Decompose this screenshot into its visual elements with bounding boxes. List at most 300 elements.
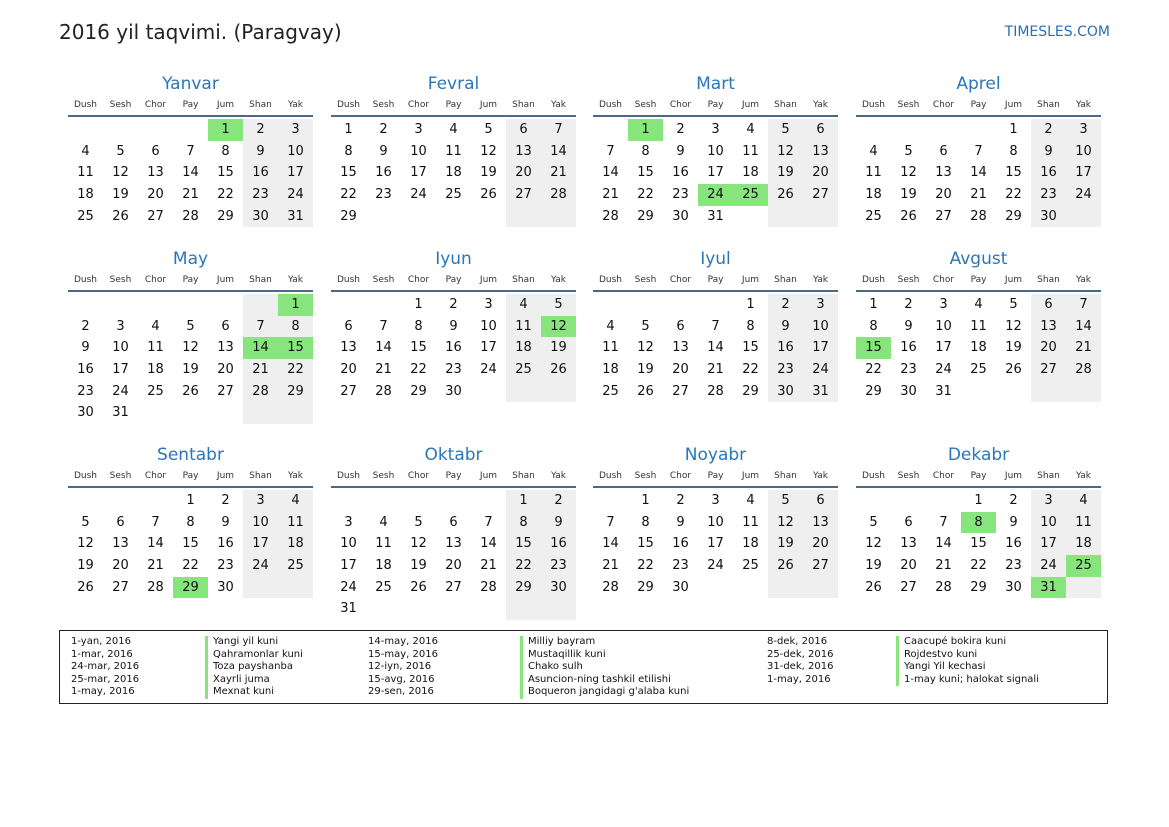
day-cell[interactable]: 21 [541,162,576,184]
day-cell[interactable]: 18 [970,340,987,356]
day-cell[interactable]: 23 [243,184,278,206]
day-cell[interactable]: 7 [974,143,983,159]
day-cell[interactable]: 2 [449,297,458,312]
day-cell[interactable]: 11 [77,165,94,181]
day-cell[interactable]: 29 [970,579,987,595]
day-cell[interactable]: 18 [865,187,882,203]
day-cell[interactable]: 2 [379,122,388,137]
day-cell[interactable]: 26 [77,579,94,595]
day-cell[interactable]: 27 [803,184,838,206]
day-cell[interactable]: 16 [445,340,462,356]
day-cell[interactable]: 2 [1009,493,1018,508]
day-cell[interactable]: 29 [637,579,654,595]
day-cell[interactable]: 22 [410,362,427,378]
day-cell[interactable]: 14 [147,536,164,552]
day-cell[interactable]: 18 [506,337,541,359]
day-cell[interactable]: 7 [711,318,720,334]
day-cell[interactable]: 10 [935,318,952,334]
day-cell[interactable]: 15 [742,340,759,356]
day-cell[interactable]: 19 [410,558,427,574]
day-cell[interactable]: 5 [1009,297,1018,312]
day-cell[interactable]: 4 [869,143,878,159]
day-cell[interactable]: 26 [865,579,882,595]
day-cell[interactable]: 12 [77,536,94,552]
day-cell[interactable]: 13 [935,165,952,181]
day-cell[interactable]: 30 [1031,206,1066,228]
day-cell[interactable]: 21 [602,187,619,203]
day-cell[interactable]: 5 [414,514,423,530]
day-cell[interactable]: 22 [182,558,199,574]
day-cell[interactable]: 26 [182,383,199,399]
day-cell[interactable]: 11 [506,316,541,338]
day-cell[interactable]: 14 [375,340,392,356]
day-cell[interactable]: 30 [541,577,576,599]
day-cell[interactable]: 24 [1066,184,1101,206]
day-cell[interactable]: 29 [506,577,541,599]
day-cell[interactable]: 9 [768,316,803,338]
day-cell[interactable]: 14 [480,536,497,552]
day-cell[interactable]: 18 [77,187,94,203]
day-cell[interactable]: 13 [445,536,462,552]
day-cell[interactable]: 13 [900,536,917,552]
day-cell[interactable]: 3 [484,297,493,312]
day-cell[interactable]: 11 [147,340,164,356]
day-cell[interactable]: 8 [221,143,230,159]
day-cell[interactable]: 5 [186,318,195,334]
day-cell[interactable]: 20 [340,362,357,378]
day-cell[interactable]: 3 [803,294,838,316]
day-cell[interactable]: 5 [768,490,803,512]
day-cell[interactable]: 14 [935,536,952,552]
day-cell[interactable]: 19 [768,533,803,555]
day-cell[interactable]: 6 [221,318,230,334]
day-cell[interactable]: 6 [344,318,353,334]
day-cell[interactable]: 7 [379,318,388,334]
day-cell[interactable]: 26 [541,359,576,381]
day-cell[interactable]: 6 [803,490,838,512]
day-cell[interactable]: 10 [1066,141,1101,163]
day-cell[interactable]: 2 [541,490,576,512]
day-cell[interactable]: 11 [970,318,987,334]
day-cell[interactable]: 7 [606,514,615,530]
day-cell[interactable]: 21 [970,187,987,203]
day-cell[interactable]: 11 [445,143,462,159]
day-cell[interactable]: 14 [541,141,576,163]
day-cell[interactable]: 20 [935,187,952,203]
day-cell[interactable]: 25 [865,208,882,224]
day-cell[interactable]: 28 [1066,359,1101,381]
day-cell[interactable]: 21 [707,362,724,378]
day-cell[interactable]: 27 [672,383,689,399]
day-cell[interactable]: 7 [484,514,493,530]
day-cell[interactable]: 25 [278,555,313,577]
day-cell[interactable]: 25 [970,362,987,378]
day-cell[interactable]: 4 [449,122,458,137]
day-cell[interactable]: 28 [707,383,724,399]
day-cell[interactable]: 16 [217,536,234,552]
day-cell[interactable]: 9 [221,514,230,530]
day-cell[interactable]: 27 [112,579,129,595]
day-cell[interactable]: 31 [340,601,357,617]
day-cell[interactable]: 4 [746,493,755,508]
day-cell[interactable]: 29 [278,381,313,403]
day-cell[interactable]: 28 [375,383,392,399]
day-cell[interactable]: 22 [970,558,987,574]
day-cell[interactable]: 1 [869,297,878,312]
day-cell[interactable]: 10 [340,536,357,552]
day-cell[interactable]: 1 [974,493,983,508]
day-cell[interactable]: 25 [147,383,164,399]
day-cell[interactable]: 17 [707,165,724,181]
day-cell[interactable]: 25 [742,558,759,574]
day-cell[interactable]: 23 [445,362,462,378]
day-cell[interactable]: 16 [1031,162,1066,184]
day-cell[interactable]: 20 [1031,337,1066,359]
day-cell[interactable]: 24 [698,184,733,206]
day-cell[interactable]: 22 [340,187,357,203]
day-cell[interactable]: 19 [637,362,654,378]
day-cell[interactable]: 2 [676,493,685,508]
day-cell[interactable]: 6 [116,514,125,530]
day-cell[interactable]: 28 [182,208,199,224]
day-cell[interactable]: 6 [1031,294,1066,316]
day-cell[interactable]: 8 [869,318,878,334]
day-cell[interactable]: 28 [480,579,497,595]
day-cell[interactable]: 22 [1005,187,1022,203]
day-cell[interactable]: 19 [77,558,94,574]
day-cell[interactable]: 2 [221,493,230,508]
day-cell[interactable]: 8 [506,512,541,534]
day-cell[interactable]: 8 [641,143,650,159]
day-cell[interactable]: 3 [711,493,720,508]
day-cell[interactable]: 23 [1031,184,1066,206]
day-cell[interactable]: 13 [803,512,838,534]
day-cell[interactable]: 29 [340,208,357,224]
day-cell[interactable]: 23 [541,555,576,577]
day-cell[interactable]: 25 [77,208,94,224]
day-cell[interactable]: 5 [904,143,913,159]
day-cell[interactable]: 1 [641,493,650,508]
day-cell[interactable]: 16 [672,536,689,552]
day-cell[interactable]: 10 [278,141,313,163]
day-cell[interactable]: 17 [243,533,278,555]
day-cell[interactable]: 20 [672,362,689,378]
day-cell[interactable]: 12 [768,512,803,534]
day-cell[interactable]: 27 [900,579,917,595]
day-cell[interactable]: 30 [672,579,689,595]
day-cell[interactable]: 15 [410,340,427,356]
day-cell[interactable]: 7 [151,514,160,530]
day-cell[interactable]: 16 [375,165,392,181]
day-cell[interactable]: 26 [112,208,129,224]
day-cell[interactable]: 27 [217,383,234,399]
day-cell[interactable]: 1 [278,294,313,316]
day-cell[interactable]: 9 [449,318,458,334]
day-cell[interactable]: 26 [410,579,427,595]
day-cell[interactable]: 10 [707,514,724,530]
day-cell[interactable]: 9 [541,512,576,534]
day-cell[interactable]: 7 [1066,294,1101,316]
day-cell[interactable]: 19 [112,187,129,203]
day-cell[interactable]: 8 [278,316,313,338]
day-cell[interactable]: 19 [541,337,576,359]
day-cell[interactable]: 10 [1031,512,1066,534]
day-cell[interactable]: 10 [707,143,724,159]
day-cell[interactable]: 8 [641,514,650,530]
day-cell[interactable]: 19 [900,187,917,203]
day-cell[interactable]: 18 [742,165,759,181]
day-cell[interactable]: 19 [768,162,803,184]
day-cell[interactable]: 14 [707,340,724,356]
day-cell[interactable]: 10 [803,316,838,338]
day-cell[interactable]: 27 [506,184,541,206]
day-cell[interactable]: 28 [541,184,576,206]
day-cell[interactable]: 28 [935,579,952,595]
day-cell[interactable]: 4 [974,297,983,312]
day-cell[interactable]: 2 [81,318,90,334]
day-cell[interactable]: 17 [935,340,952,356]
day-cell[interactable]: 23 [77,383,94,399]
day-cell[interactable]: 24 [1031,555,1066,577]
day-cell[interactable]: 7 [243,316,278,338]
day-cell[interactable]: 29 [1005,208,1022,224]
day-cell[interactable]: 25 [1066,555,1101,577]
day-cell[interactable]: 14 [602,165,619,181]
day-cell[interactable]: 20 [445,558,462,574]
day-cell[interactable]: 3 [939,297,948,312]
day-cell[interactable]: 4 [606,318,615,334]
day-cell[interactable]: 25 [506,359,541,381]
day-cell[interactable]: 9 [1031,141,1066,163]
day-cell[interactable]: 19 [182,362,199,378]
day-cell[interactable]: 16 [1005,536,1022,552]
day-cell[interactable]: 16 [900,340,917,356]
day-cell[interactable]: 7 [186,143,195,159]
day-cell[interactable]: 12 [541,316,576,338]
day-cell[interactable]: 8 [344,143,353,159]
day-cell[interactable]: 1 [208,119,243,141]
day-cell[interactable]: 31 [803,381,838,403]
day-cell[interactable]: 12 [900,165,917,181]
day-cell[interactable]: 24 [410,187,427,203]
day-cell[interactable]: 29 [637,208,654,224]
day-cell[interactable]: 30 [768,381,803,403]
day-cell[interactable]: 20 [506,162,541,184]
day-cell[interactable]: 31 [1031,577,1066,599]
day-cell[interactable]: 23 [217,558,234,574]
day-cell[interactable]: 25 [733,184,768,206]
day-cell[interactable]: 20 [900,558,917,574]
day-cell[interactable]: 21 [602,558,619,574]
day-cell[interactable]: 30 [217,579,234,595]
day-cell[interactable]: 29 [173,577,208,599]
day-cell[interactable]: 2 [768,294,803,316]
day-cell[interactable]: 12 [410,536,427,552]
day-cell[interactable]: 29 [410,383,427,399]
day-cell[interactable]: 21 [480,558,497,574]
day-cell[interactable]: 1 [1009,122,1018,137]
day-cell[interactable]: 17 [1066,162,1101,184]
day-cell[interactable]: 14 [243,337,278,359]
day-cell[interactable]: 25 [445,187,462,203]
day-cell[interactable]: 23 [900,362,917,378]
day-cell[interactable]: 21 [1066,337,1101,359]
day-cell[interactable]: 18 [278,533,313,555]
day-cell[interactable]: 1 [344,122,353,137]
day-cell[interactable]: 10 [112,340,129,356]
day-cell[interactable]: 27 [147,208,164,224]
day-cell[interactable]: 18 [602,362,619,378]
day-cell[interactable]: 30 [445,383,462,399]
day-cell[interactable]: 1 [746,297,755,312]
day-cell[interactable]: 17 [112,362,129,378]
day-cell[interactable]: 6 [676,318,685,334]
day-cell[interactable]: 27 [935,208,952,224]
day-cell[interactable]: 11 [865,165,882,181]
day-cell[interactable]: 13 [147,165,164,181]
day-cell[interactable]: 4 [1066,490,1101,512]
day-cell[interactable]: 4 [278,490,313,512]
day-cell[interactable]: 9 [676,143,685,159]
day-cell[interactable]: 26 [1005,362,1022,378]
day-cell[interactable]: 18 [375,558,392,574]
day-cell[interactable]: 11 [278,512,313,534]
day-cell[interactable]: 21 [182,187,199,203]
day-cell[interactable]: 8 [961,512,996,534]
day-cell[interactable]: 4 [746,122,755,137]
day-cell[interactable]: 9 [379,143,388,159]
day-cell[interactable]: 6 [151,143,160,159]
day-cell[interactable]: 15 [637,165,654,181]
day-cell[interactable]: 5 [768,119,803,141]
day-cell[interactable]: 8 [1009,143,1018,159]
day-cell[interactable]: 12 [637,340,654,356]
day-cell[interactable]: 17 [803,337,838,359]
day-cell[interactable]: 12 [480,143,497,159]
day-cell[interactable]: 19 [1005,340,1022,356]
day-cell[interactable]: 6 [939,143,948,159]
day-cell[interactable]: 21 [935,558,952,574]
day-cell[interactable]: 22 [637,187,654,203]
day-cell[interactable]: 16 [768,337,803,359]
day-cell[interactable]: 15 [970,536,987,552]
day-cell[interactable]: 26 [900,208,917,224]
day-cell[interactable]: 2 [676,122,685,137]
day-cell[interactable]: 14 [602,536,619,552]
day-cell[interactable]: 8 [414,318,423,334]
day-cell[interactable]: 30 [243,206,278,228]
day-cell[interactable]: 24 [112,383,129,399]
day-cell[interactable]: 27 [803,555,838,577]
day-cell[interactable]: 30 [77,405,94,421]
day-cell[interactable]: 17 [278,162,313,184]
day-cell[interactable]: 3 [711,122,720,137]
day-cell[interactable]: 13 [112,536,129,552]
day-cell[interactable]: 31 [112,405,129,421]
day-cell[interactable]: 15 [217,165,234,181]
day-cell[interactable]: 31 [278,206,313,228]
day-cell[interactable]: 20 [217,362,234,378]
day-cell[interactable]: 29 [217,208,234,224]
day-cell[interactable]: 10 [480,318,497,334]
day-cell[interactable]: 27 [340,383,357,399]
day-cell[interactable]: 17 [480,340,497,356]
day-cell[interactable]: 14 [182,165,199,181]
day-cell[interactable]: 4 [506,294,541,316]
day-cell[interactable]: 9 [904,318,913,334]
day-cell[interactable]: 23 [1005,558,1022,574]
day-cell[interactable]: 12 [112,165,129,181]
day-cell[interactable]: 30 [672,208,689,224]
day-cell[interactable]: 12 [1005,318,1022,334]
day-cell[interactable]: 31 [935,383,952,399]
day-cell[interactable]: 30 [1005,579,1022,595]
day-cell[interactable]: 5 [116,143,125,159]
day-cell[interactable]: 17 [1031,533,1066,555]
day-cell[interactable]: 2 [904,297,913,312]
day-cell[interactable]: 10 [243,512,278,534]
day-cell[interactable]: 9 [1009,514,1018,530]
day-cell[interactable]: 26 [480,187,497,203]
day-cell[interactable]: 16 [77,362,94,378]
day-cell[interactable]: 15 [278,337,313,359]
day-cell[interactable]: 9 [676,514,685,530]
day-cell[interactable]: 3 [1031,490,1066,512]
day-cell[interactable]: 28 [970,208,987,224]
day-cell[interactable]: 11 [375,536,392,552]
day-cell[interactable]: 26 [768,184,803,206]
day-cell[interactable]: 17 [707,536,724,552]
day-cell[interactable]: 21 [147,558,164,574]
day-cell[interactable]: 18 [147,362,164,378]
day-cell[interactable]: 4 [151,318,160,334]
day-cell[interactable]: 16 [541,533,576,555]
day-cell[interactable]: 18 [1066,533,1101,555]
day-cell[interactable]: 22 [742,362,759,378]
day-cell[interactable]: 12 [182,340,199,356]
day-cell[interactable]: 6 [904,514,913,530]
day-cell[interactable]: 23 [768,359,803,381]
day-cell[interactable]: 6 [449,514,458,530]
day-cell[interactable]: 20 [803,162,838,184]
day-cell[interactable]: 3 [414,122,423,137]
day-cell[interactable]: 21 [243,359,278,381]
day-cell[interactable]: 16 [243,162,278,184]
day-cell[interactable]: 24 [480,362,497,378]
day-cell[interactable]: 6 [506,119,541,141]
day-cell[interactable]: 5 [641,318,650,334]
day-cell[interactable]: 7 [541,119,576,141]
day-cell[interactable]: 1 [628,119,663,141]
day-cell[interactable]: 22 [637,558,654,574]
day-cell[interactable]: 25 [375,579,392,595]
day-cell[interactable]: 22 [278,359,313,381]
day-cell[interactable]: 22 [217,187,234,203]
day-cell[interactable]: 28 [602,208,619,224]
day-cell[interactable]: 29 [865,383,882,399]
day-cell[interactable]: 9 [81,340,90,356]
day-cell[interactable]: 7 [606,143,615,159]
day-cell[interactable]: 28 [147,579,164,595]
day-cell[interactable]: 24 [278,184,313,206]
day-cell[interactable]: 5 [81,514,90,530]
day-cell[interactable]: 23 [672,558,689,574]
day-cell[interactable]: 5 [484,122,493,137]
day-cell[interactable]: 15 [856,337,891,359]
day-cell[interactable]: 21 [375,362,392,378]
site-link[interactable]: TIMESLES.COM [1004,24,1110,40]
day-cell[interactable]: 24 [803,359,838,381]
